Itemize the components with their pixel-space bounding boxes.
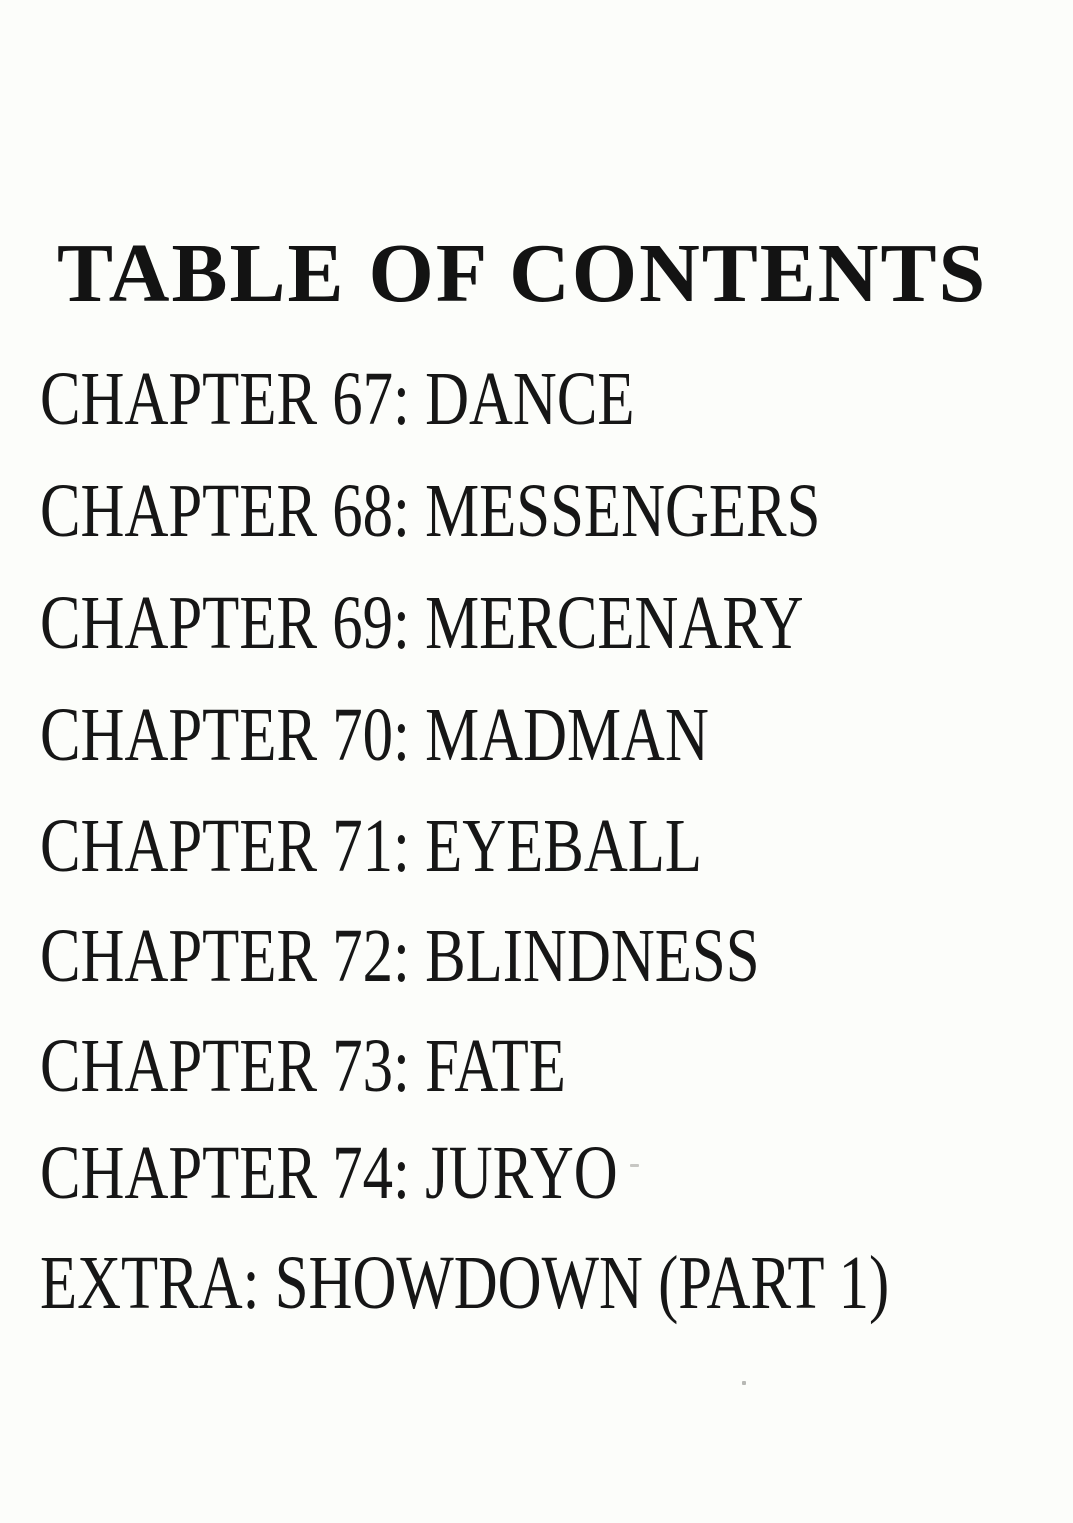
toc-entry-chapter-73: CHAPTER 73: FATE	[40, 1024, 566, 1108]
scan-speck	[742, 1381, 746, 1385]
page-title: TABLE OF CONTENTS	[57, 227, 988, 320]
toc-entry-extra: EXTRA: SHOWDOWN (PART 1)	[40, 1241, 890, 1325]
scan-speck	[630, 1164, 639, 1167]
toc-entry-chapter-69: CHAPTER 69: MERCENARY	[40, 581, 804, 665]
toc-entry-chapter-67: CHAPTER 67: DANCE	[40, 357, 635, 441]
toc-entry-chapter-71: CHAPTER 71: EYEBALL	[40, 804, 703, 888]
toc-entry-chapter-72: CHAPTER 72: BLINDNESS	[40, 914, 760, 998]
toc-entry-chapter-74: CHAPTER 74: JURYO	[40, 1131, 618, 1215]
toc-entry-chapter-70: CHAPTER 70: MADMAN	[40, 693, 709, 777]
toc-entry-chapter-68: CHAPTER 68: MESSENGERS	[40, 469, 821, 553]
